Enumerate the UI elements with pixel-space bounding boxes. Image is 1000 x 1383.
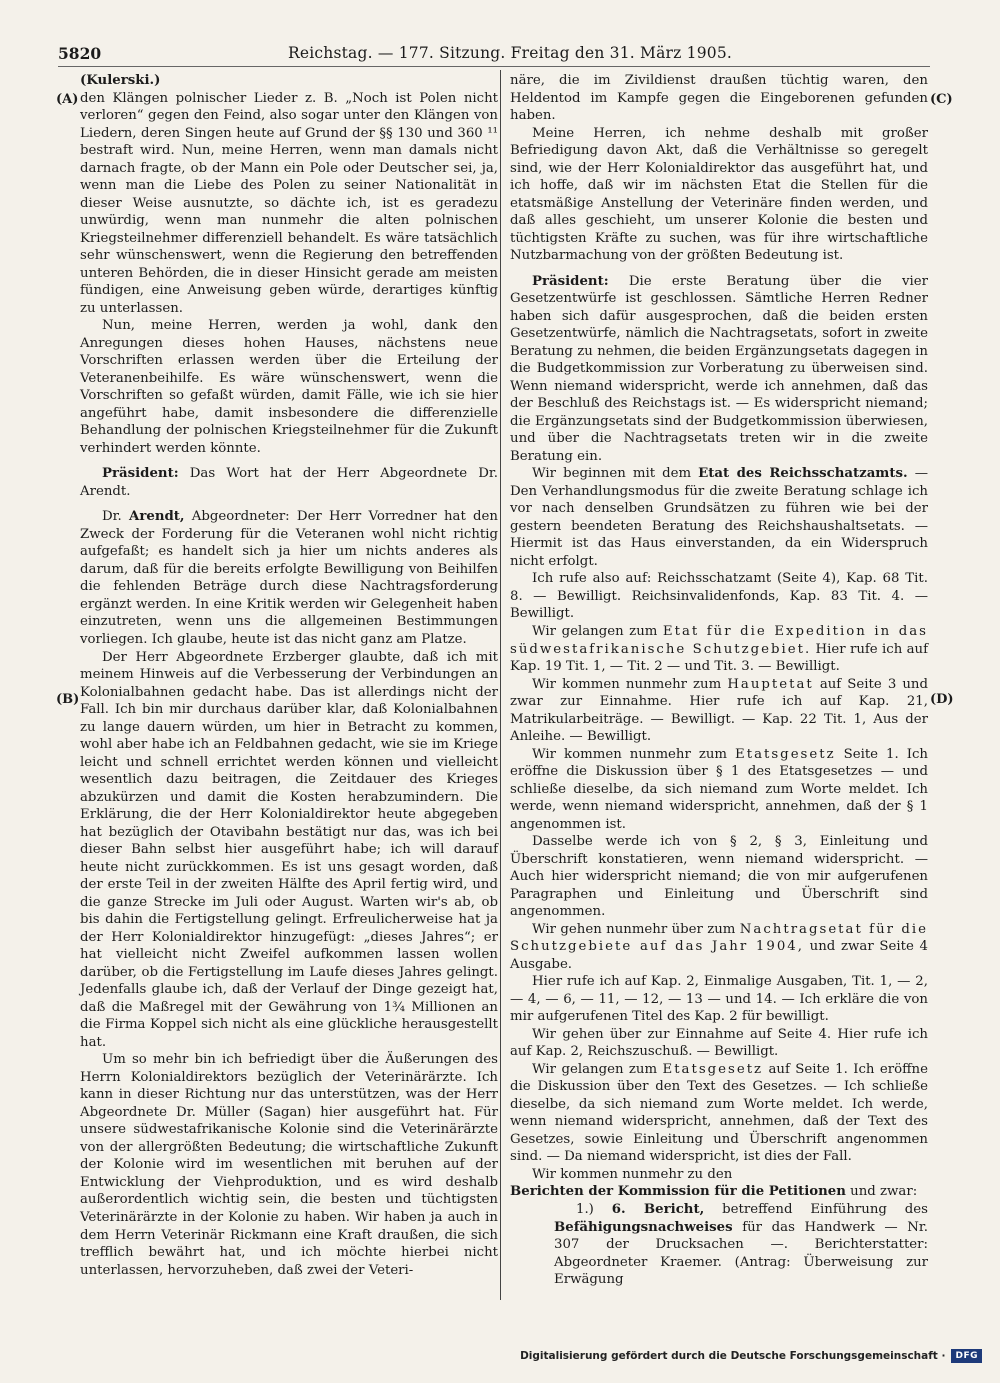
paragraph: [510, 746, 928, 834]
margin-marker-d: (D): [930, 692, 954, 707]
statement-text: Abgeordneter: Der Herr Vorredner hat den Zweck der Forderung für die Veteranen wohl nicht richtig aufgefaßt; es handelt sich ja hier um nichts anderes als darum, daß für die bereits erfolgte Bewilligung von Beihilfen die fehlenden Beträge durch diese Nachtragsforderung ergänzt werden. In eine Kritik werden wir Gelegenheit haben einzutreten, wenn uns die allgemeinen Bestimmungen vorliegen. Ich glaube, heute ist das nicht ganz am Platze.: [80, 509, 498, 647]
paragraph: Meine Herren, ich nehme deshalb mit großer Befriedigung davon Akt, daß die Verhältnisse so geregelt sind, wie der Herr Kolonialdirektor das ausgeführt hat, und ich hoffe, daß wir im nächsten Etat die Stellen für die etatsmäßige Anstellung der Veterinäre finden werden, und daß alles geschieht, um unserer Kolonie die besten und tüchtigsten Kräfte zu suchen, was für ihre wirtschaftliche Nutzbarmachung von der größten Bedeutung ist.: [510, 125, 928, 264]
speaker-name: Präsident:: [532, 273, 609, 289]
page-number: 5820: [58, 44, 102, 63]
paragraph: [510, 676, 928, 746]
bold-heading: Etat des Reichsschatzamts.: [698, 466, 908, 482]
list-number: 1.): [576, 1202, 612, 1217]
spaced-heading: Etat für die Expedition in das südwestafrikanische Schutzgebiet.: [510, 623, 928, 657]
bold-heading: Berichten der Kommission für die Petitionen: [510, 1184, 846, 1200]
text-run: Wir beginnen mit dem: [532, 466, 699, 482]
president-statement: [80, 465, 498, 500]
paragraph: [510, 623, 928, 676]
text-run: Wir gelangen zum: [532, 1061, 663, 1077]
paragraph: [510, 465, 928, 570]
speaker-title: Dr.: [102, 509, 130, 525]
running-title: Reichstag. — 177. Sitzung. Freitag den 31. März 1905.: [288, 44, 733, 62]
text-run: und zwar Seite 4 Ausgabe.: [510, 939, 928, 972]
left-column: [80, 72, 498, 1279]
text-run: Wir gehen nunmehr über zum: [532, 921, 740, 937]
header-rule: [58, 66, 930, 67]
paragraph: Dasselbe werde ich von § 2, § 3, Einleitung und Überschrift konstatieren, wenn niemand widerspricht. — Auch hier widerspricht niemand; die von mir aufgerufenen Paragraphen und Einleitung und Überschrift sind angenommen.: [510, 834, 928, 920]
margin-marker-c: (C): [930, 92, 953, 107]
statement-text: Die erste Beratung über die vier Gesetzentwürfe ist geschlossen. Sämtliche Herren Redner haben sich dafür ausgesprochen, daß die beiden ersten Gesetzentwürfe, nämlich die Nachtragsetats, sofort in zweite Beratung zu nehmen, die beiden Ergänzungsetats dagegen in die Budgetkommission zur Vorberatung zu überweisen sind. Wenn niemand widerspricht, werde ich annehmen, daß das der Beschluß des Reichstags ist. — Es widerspricht niemand; die Ergänzungsetats sind der Budgetkommission überwiesen, und über die Nachtragsetats treten wir in die zweite Beratung ein.: [510, 273, 928, 464]
text-run: für das Handwerk — Nr. 307 der Drucksachen —. Berichterstatter: Abgeordneter Kraemer. (Antrag: Überweisung zur Erwägung: [554, 1219, 928, 1288]
text-run: Wir kommen nunmehr zum: [532, 746, 736, 762]
paragraph: Wir kommen nunmehr zu den: [532, 1166, 733, 1182]
spaced-heading: Hauptetat: [727, 676, 814, 692]
paragraph: Nun, meine Herren, werden ja wohl, dank den Anregungen dieses hohen Hauses, nächstens neue Vorschriften erlassen werden über die Erteilung der Veteranenbeihilfe. Es wäre wünschenswert, wenn die Vorschriften so gefaßt würden, damit Fälle, wie ich sie hier angeführt habe, damit insbesondere die differenzielle Behandlung der polnischen Kriegsteilnehmer für die Zukunft verhindert werden könnte.: [80, 318, 498, 456]
margin-marker-a: (A): [56, 92, 79, 107]
paragraph: [510, 1183, 928, 1201]
statement-text: Das Wort hat der Herr Abgeordnete Dr. Arendt.: [80, 466, 498, 499]
text-run: Wir kommen nunmehr zum: [532, 676, 728, 692]
president-statement: [510, 273, 928, 466]
paragraph: [510, 921, 928, 974]
text-run: Hier rufe ich auf Kap. 19 Tit. 1, — Tit. 2 — und Tit. 3. — Bewilligt.: [510, 641, 929, 675]
paragraph: Der Herr Abgeordnete Erzberger glaubte, daß ich mit meinem Hinweis auf die Verbesserung der Verbindungen an Kolonialbahnen gedacht habe. Das ist allerdings nicht der Fall. Ich bin mir durchaus darüber klar, daß Kolonialbahnen zu lange dauern würden, um hier in Betracht zu kommen, wohl aber habe ich an Feldbahnen gedacht, wie sie im Kriege leicht und schnell errichtet werden können und vielleicht wesentlich dazu beitragen, die Zeitdauer des Krieges abzukürzen und damit die Kosten herabzumindern. Die Erklärung, die der Herr Kolonialdirektor heute abgegeben hat bezüglich der Otavibahn bestätigt nur das, was ich bei dieser Bahn selbst hier ausgeführt habe; ich will darauf heute nicht zurückkommen. Es ist uns gesagt worden, daß der erste Teil in der zweiten Hälfte des April fertig wird, und die ganze Strecke im Juli oder August. Warten wir's ab, ob bis dahin die Fertigstellung gelingt. Erfreulicherweise hat ja der Herr Kolonialdirektor hinzugefügt: „dieses Jahres“; er hat vielleicht nicht Zweifel aufkommen lassen wollen darüber, ob die Fertigstellung im Laufe dieses Jahres gelingt. Jedenfalls glaube ich, daß der Verlauf der Dinge gezeigt hat, daß die Maßregel mit der Gewährung von 1¾ Millionen an die Firma Koppel sich nicht als eine glückliche herausgestellt hat.: [80, 649, 498, 1050]
paragraph: den Klängen polnischer Lieder z. B. „Noch ist Polen nicht verloren“ gegen den Feind, also sogar unter den Klängen von Liedern, deren Singen heute auf Grund der §§ 130 und 360 ¹¹ bestraft wird. Nun, meine Herren, wenn man damals nicht darnach fragte, ob der Mann ein Pole oder Deutscher sei, ja, wenn man die Liebe des Polen zu seiner Nationalität in dieser Weise ausnutzte, so dächte ich, ist es geradezu unwürdig, wenn man nunmehr die alten polnischen Kriegsteilnehmer differenziell behandelt. Es wäre tatsächlich sehr wünschenswert, wenn die Regierung den betreffenden unteren Behörden, die in dieser Hinsicht gerade am meisten fündigen, eine Anweisung geben würde, derartiges künftig zu unterlassen.: [80, 90, 498, 316]
text-run: auf Seite 1. Ich eröffne die Diskussion über den Text des Gesetzes. — Ich schließe dieselbe, da sich niemand zum Worte meldet. Ich werde, wenn niemand widerspricht, annehmen, daß der Text des Gesetzes, sowie Einleitung und Überschrift angenommen sind. — Da niemand widerspricht, ist dies der Fall.: [510, 1061, 928, 1165]
bold-heading: 6. Bericht,: [611, 1202, 705, 1217]
text-run: und zwar:: [845, 1184, 918, 1200]
digitization-footer: [520, 1349, 982, 1363]
spaced-heading: Nachtragsetat für die Schutzgebiete auf das Jahr 1904,: [510, 921, 928, 955]
text-run: betreffend Einführung des: [704, 1202, 928, 1217]
paragraph: Wir gehen über zur Einnahme auf Seite 4. Hier rufe ich auf Kap. 2, Reichszuschuß. — Bewilligt.: [510, 1026, 928, 1060]
text-run: — Den Verhandlungsmodus für die zweite Beratung schlage ich vor nach denselben Grundsätzen zu führen wie bei der gestern beendeten Beratung des Reichshaushaltsetats. — Hiermit ist das Haus einverstanden, da ein Widerspruch nicht erfolgt.: [510, 466, 928, 569]
column-divider: [500, 70, 501, 1300]
right-column: [510, 72, 928, 1289]
paragraph: Hier rufe ich auf Kap. 2, Einmalige Ausgaben, Tit. 1, — 2, — 4, — 6, — 11, — 12, — 13 — und 14. — Ich erkläre die von mir aufgerufenen Titel des Kap. 2 für bewilligt.: [510, 974, 928, 1025]
bold-heading: Befähigungsnachweises: [554, 1219, 733, 1235]
speaker-name: Arendt,: [129, 509, 185, 525]
text-run: Wir gelangen zum: [532, 623, 663, 639]
arendt-speech: [80, 508, 498, 648]
spaced-heading: Etatsgesetz: [662, 1061, 764, 1077]
spaced-heading: Etatsgesetz: [735, 746, 836, 762]
footer-text: Digitalisierung gefördert durch die Deutsche Forschungsgemeinschaft ·: [520, 1350, 946, 1362]
paragraph: [510, 1061, 928, 1166]
speaker-name: Präsident:: [102, 466, 179, 482]
paragraph: Ich rufe also auf: Reichsschatzamt (Seite 4), Kap. 68 Tit. 8. — Bewilligt. Reichsinvalidenfonds, Kap. 83 Tit. 4. — Bewilligt.: [510, 571, 928, 622]
text-run: Seite 1. Ich eröffne die Diskussion über § 1 des Etatsgesetzes — und schließe dieselbe, da sich niemand zum Worte meldet. Ich werde, wenn niemand widerspricht, annehmen, daß der § 1 angenommen ist.: [510, 746, 928, 832]
speaker-continuation: (Kulerski.): [80, 73, 161, 88]
paragraph: Um so mehr bin ich befriedigt über die Äußerungen des Herrn Kolonialdirektors bezüglich der Veterinärärzte. Ich kann in dieser Richtung nur das unterstützen, was der Herr Abgeordnete Dr. Müller (Sagan) hier ausgeführt hat. Für unsere südwestafrikanische Kolonie sind die Veterinärärzte von der allergrößten Bedeutung; die wirtschaftliche Zukunft der Kolonie wird im wesentlichen mit beruhen auf der Entwicklung der Viehproduktion, und es wird deshalb außerordentlich wichtig sein, die besten und tüchtigsten Veterinärärzte in der Kolonie zu haben. Wir haben ja auch in dem Herrn Veterinär Rickmann eine Kraft draußen, die sich trefflich bewährt hat, und ich möchte hierbei nicht unterlassen, hervorzuheben, daß zwei der Veteri-: [80, 1052, 498, 1278]
list-item: [510, 1201, 928, 1289]
paragraph: näre, die im Zivildienst draußen tüchtig waren, den Heldentod im Kampfe gegen die Eingeborenen gefunden haben.: [510, 73, 928, 124]
dfg-logo: DFG: [951, 1349, 982, 1363]
page-header: [58, 44, 930, 68]
margin-marker-b: (B): [56, 692, 80, 707]
text-run: auf Seite 3 und zwar zur Einnahme. Hier rufe ich auf Kap. 21, Matrikularbeiträge. — Bewilligt. — Kap. 22 Tit. 1, Aus der Anleihe. — Bewilligt.: [510, 676, 928, 745]
